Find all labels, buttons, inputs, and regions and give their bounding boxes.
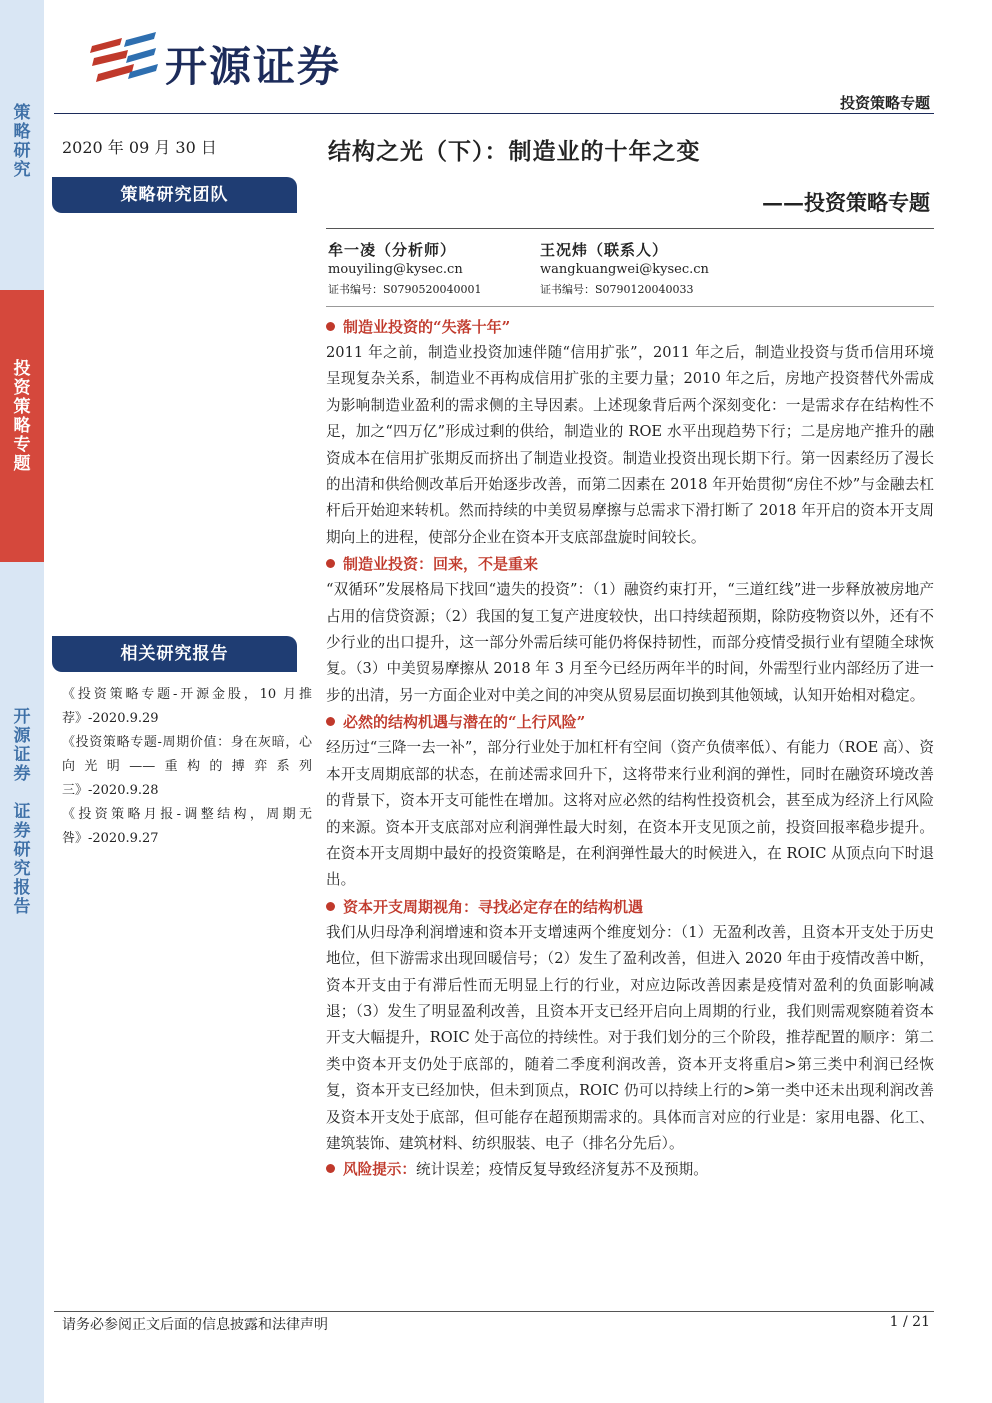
side-label-char: 证: [13, 745, 31, 765]
side-label-char: 源: [13, 726, 31, 746]
reports-label: 相关研究报告: [52, 636, 297, 672]
author-block: [540, 240, 709, 300]
side-label-char: 投: [13, 359, 31, 379]
risk-note: [326, 1157, 934, 1183]
side-label-char: 报: [13, 878, 31, 898]
author-cert: 证书编号：S0790120040033: [540, 283, 694, 296]
side-label-char: 略: [13, 416, 31, 436]
author-email[interactable]: wangkuangwei@kysec.cn: [540, 262, 709, 277]
section-heading: 制造业投资的“失落十年”: [326, 314, 934, 340]
side-label-char: 券: [13, 821, 31, 841]
title-divider: [326, 228, 934, 229]
section-body: 经历过“三降一去一补”，部分行业处于加杠杆有空间（资产负债率低）、有能力（ROE 高）、资本开支周期底部的状态，在前述需求回升下，这将带来行业利润的弹性，同时在融资环境改善的背景下，资本开支可能性在增加。这将对应必然的结构性投资机会，甚至成为经济上行风险的来源。资本开支底部对应利润弹性最大时刻，在资本开支见顶之前，投资回报率稳步提升。在资本开支周期中最好的投资策略是，在利润弹性最大的时候进入，在 ROIC 从顶点向下时退出。: [326, 739, 934, 889]
side-strip-bottom: [0, 562, 44, 1403]
side-label-char: 策: [13, 103, 31, 123]
side-label-char: 题: [13, 454, 31, 474]
bullet-icon: [326, 322, 335, 331]
risk-label: 风险提示：: [343, 1161, 416, 1179]
section-heading: 必然的结构机遇与潜在的“上行风险”: [326, 709, 934, 735]
section-heading: 制造业投资：回来，不是重来: [326, 551, 934, 577]
bullet-icon: [326, 1164, 335, 1173]
side-label-char: 资: [13, 378, 31, 398]
bullet-icon: [326, 902, 335, 911]
author-email[interactable]: mouyiling@kysec.cn: [328, 262, 463, 277]
side-label-char: 究: [13, 160, 31, 180]
risk-text: 统计误差；疫情反复导致经济复苏不及预期。: [415, 1161, 708, 1179]
side-label-char: 告: [13, 897, 31, 917]
side-label-bottom: [0, 708, 44, 917]
author-name: 王况炜（联系人）: [540, 241, 669, 259]
report-summary: [326, 314, 934, 1184]
side-label-char: 证: [13, 802, 31, 822]
side-label-char: 研: [13, 840, 31, 860]
side-label-top: [0, 104, 44, 180]
section-body: 2011 年之前，制造业投资加速伴随“信用扩张”，2011 年之后，制造业投资与货币信用环境呈现复杂关系，制造业不再构成信用扩张的主要力量；2010 年之后，房地产投资替代外需成为影响制造业盈利的需求侧的主导因素。上述现象背后两个深刻变化：一是需求存在结构性不足，加之“四万亿”形成过剩的供给，制造业的 ROE 水平出现趋势下行；二是房地产推升的融资成本在信用扩张期反而挤出了制造业投资。制造业投资出现长期下行。第一因素经历了漫长的出清和供给侧改革后开始逐步改善，而第二因素在 2018 年开始贯彻“房住不炒”与金融去杠杆后开始迎来转机。然而持续的中美贸易摩擦与总需求下滑打断了 2018 年开启的资本开支周期向上的进程，使部分企业在资本开支底部盘旋时间较长。: [326, 344, 934, 546]
brand-name: 开源证券: [165, 42, 342, 91]
team-label: 策略研究团队: [52, 177, 297, 213]
report-date: 2020 年 09 月 30 日: [62, 138, 217, 157]
side-label-char: 开: [13, 707, 31, 727]
page-subtitle: ——投资策略专题: [762, 190, 930, 215]
side-label-char: [0, 784, 44, 803]
header-tag: 投资策略专题: [839, 94, 930, 112]
related-reports-list: [62, 683, 312, 851]
side-label-char: 研: [13, 141, 31, 161]
author-name: 牟一凌（分析师）: [328, 241, 457, 259]
footer-disclaimer: 请务必参阅正文后面的信息披露和法律声明: [62, 1317, 328, 1333]
page-title: 结构之光（下）：制造业的十年之变: [328, 138, 701, 165]
section-body: “双循环”发展格局下找回“遗失的投资”：（1）融资约束打开，“三道红线”进一步释放被房地产占用的信贷资源；（2）我国的复工复产进度较快，出口持续超预期，除防疫物资以外，还有不少行业的出口提升，这一部分外需后续可能仍将保持韧性，而部分疫情受损行业有望随全球恢复。（3）中美贸易摩擦从 2018 年 3 月至今已经历两年半的时间，外需型行业内部经历了进一步的出清，另一方面企业对中美之间的冲突从贸易层面切换到其他领域，认知开始相对稳定。: [326, 581, 934, 704]
section-heading: 资本开支周期视角：寻找必定存在的结构机遇: [326, 894, 934, 920]
author-block: [328, 240, 482, 300]
footer-divider: [54, 1311, 934, 1312]
header-divider: [54, 113, 934, 114]
side-label-char: 略: [13, 122, 31, 142]
related-report-item[interactable]: 《投资策略专题-开源金股，10 月推荐》-2020.9.29: [62, 687, 312, 726]
side-label-char: 策: [13, 397, 31, 417]
side-label-char: 券: [13, 764, 31, 784]
author-cert: 证书编号：S0790520040001: [328, 283, 482, 296]
author-divider: [326, 306, 934, 307]
side-label-char: 专: [13, 435, 31, 455]
section-body: 我们从归母净利润增速和资本开支增速两个维度划分：（1）无盈利改善，且资本开支处于历史地位，但下游需求出现回暖信号；（2）发生了盈利改善，但进入 2020 年由于疫情改善中断，资本开支由于有滞后性而无明显上行的行业，对应边际改善因素是疫情对盈利的负面影响减退；（3）发生了明显盈利改善，且资本开支已经开启向上周期的行业，我们则需观察随着资本开支大幅提升，ROIC 处于高位的持续性。对于我们划分的三个阶段，推荐配置的顺序：第二类中资本开支仍处于底部的，随着二季度利润改善，资本开支将重启>第三类中利润已经恢复，资本开支已经加快，但未到顶点，ROIC 仍可以持续上行的>第一类中还未出现利润改善及资本开支处于底部，但可能存在超预期需求的。具体而言对应的行业是：家用电器、化工、建筑装饰、建筑材料、纺织服装、电子（排名分先后）。: [326, 923, 935, 1152]
side-label-char: 究: [13, 859, 31, 879]
related-report-item[interactable]: 《投资策略专题-周期价值：身在灰暗，心向光明——重构的搏弈系列三》-2020.9.28: [62, 735, 312, 798]
side-label-middle: [0, 360, 44, 474]
page-number: 1 / 21: [889, 1314, 930, 1330]
bullet-icon: [326, 559, 335, 568]
related-report-item[interactable]: 《投资策略月报-调整结构，周期无咎》-2020.9.27: [62, 807, 312, 846]
bullet-icon: [326, 717, 335, 726]
